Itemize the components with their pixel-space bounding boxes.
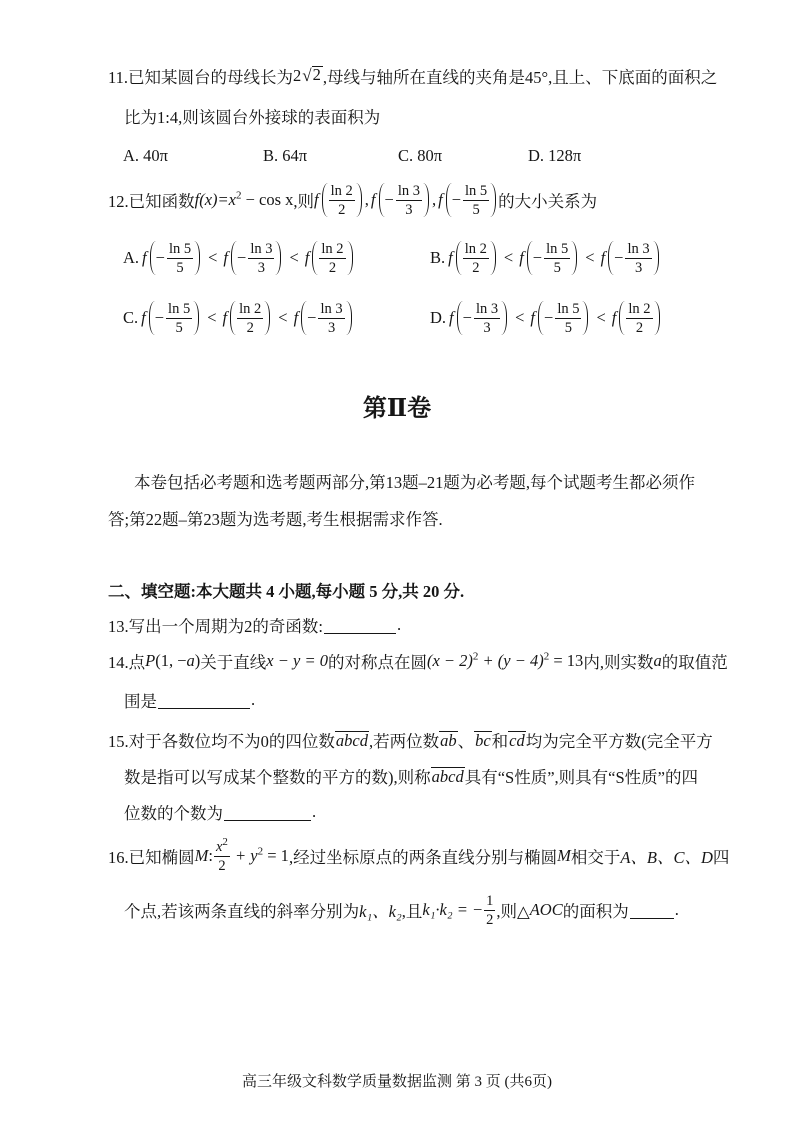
q16-stem-start: 16.已知椭圆 <box>108 848 195 867</box>
function-f: f <box>293 308 299 327</box>
q12-fx-exponent: 2 <box>235 189 242 202</box>
right-paren <box>653 241 659 275</box>
q14-circle-radius: = 13 <box>549 651 584 670</box>
q11-line-1 <box>108 64 717 88</box>
exponent: 2 <box>257 845 264 858</box>
q16-stem-area: 的面积为 <box>562 902 629 921</box>
fraction-denominator: 3 <box>405 201 413 218</box>
q16-stem-intersect: 相交于 <box>570 848 621 867</box>
q15-line-3 <box>124 800 316 824</box>
q11-radicand: 2 <box>312 65 321 84</box>
option-label: D. <box>430 308 447 327</box>
minus-sign: − <box>384 190 394 209</box>
function-f: f <box>438 190 443 209</box>
fraction-denominator: 3 <box>483 319 491 336</box>
less-than-sign: < <box>585 248 595 267</box>
q15-stem-end: 位数的个数为 <box>124 804 223 823</box>
minus-sign: − <box>462 308 472 327</box>
q11-option-d <box>528 144 581 168</box>
q14-stem-end: 围是 <box>124 692 157 711</box>
function-f: f <box>449 308 454 327</box>
right-paren <box>264 301 270 335</box>
part-2-intro-line-1 <box>134 469 695 493</box>
answer-blank <box>324 617 396 634</box>
q16-line-1 <box>108 836 729 876</box>
fraction-denominator: 2 <box>246 319 254 336</box>
fraction-denominator: 5 <box>176 259 184 276</box>
q16-points: A、B、C、D <box>620 848 713 867</box>
q11-stem-rest: ,母线与轴所在直线的夹角是45°,且上、下底面的面积之 <box>322 68 718 87</box>
exponent: 2 <box>472 650 479 663</box>
q14-stem-range: 的取值范 <box>661 653 728 672</box>
fraction <box>329 183 355 218</box>
q12-option-d <box>430 298 662 338</box>
fraction <box>166 301 192 336</box>
q14-period: . <box>251 690 256 709</box>
q13-stem: 13.写出一个周期为2的奇函数: <box>108 617 323 636</box>
q16-colon: : <box>208 846 213 865</box>
minus-sign: − <box>532 248 543 267</box>
q14-circle-term-y: + (y − 4) <box>478 651 544 670</box>
q14-stem-start: 14.点 <box>108 653 146 672</box>
q14-line-1 <box>108 649 728 673</box>
q16-plus-y: + y <box>230 846 258 865</box>
q11-option-c <box>398 144 442 168</box>
q12-fx: f(x)=x <box>194 190 236 209</box>
q11-option-b-text: B. 64π <box>263 146 308 165</box>
left-paren <box>456 241 462 275</box>
q15-number-cd: cd <box>509 731 525 750</box>
option-label: A. <box>123 248 140 267</box>
fraction-numerator: ln 5 <box>168 240 192 257</box>
fraction-numerator: ln 3 <box>397 182 420 199</box>
fraction <box>318 301 344 336</box>
q15-period: . <box>312 802 317 821</box>
q15-stem-start: 15.对于各数位均不为0的四位数 <box>108 732 335 751</box>
function-f: f <box>530 308 536 327</box>
fraction-denominator: 3 <box>327 319 336 336</box>
option-label: C. <box>123 308 139 327</box>
fraction <box>167 241 193 276</box>
q11-line-2 <box>124 104 380 128</box>
right-paren <box>654 301 660 335</box>
q11-stem-start: 11.已知某圆台的母线长为 <box>108 68 294 87</box>
right-paren <box>571 241 577 275</box>
q15-line-1 <box>108 728 713 752</box>
part-2-intro-text-2: 答;第22题–第23题为选考题,考生根据需求作答. <box>108 510 443 529</box>
q12-stem <box>108 180 597 220</box>
fraction-denominator: 2 <box>218 857 226 874</box>
q16-stem-triangle: ,则△ <box>496 902 530 921</box>
fraction-denominator: 2 <box>486 911 494 928</box>
fraction-numerator: ln 5 <box>168 300 191 317</box>
less-than-sign: < <box>208 248 218 267</box>
section-2-title <box>108 578 464 602</box>
answer-blank <box>158 692 250 709</box>
fraction <box>237 301 263 336</box>
fraction <box>626 301 652 336</box>
q14-variable-a: a <box>653 651 662 670</box>
part-2-intro-line-2 <box>108 506 443 530</box>
function-f: f <box>142 248 147 267</box>
fraction-denominator: 2 <box>472 259 480 276</box>
function-f: f <box>223 248 229 267</box>
q11-option-c-text: C. 80π <box>398 146 443 165</box>
right-paren <box>346 301 352 335</box>
fraction <box>544 241 570 276</box>
fraction-numerator: ln 2 <box>330 182 353 199</box>
q14-point-p: P <box>145 651 156 670</box>
option-label: B. <box>430 248 446 267</box>
fraction <box>248 241 274 276</box>
fraction <box>214 835 230 874</box>
q16-period: . <box>674 900 679 919</box>
function-f: f <box>141 308 146 327</box>
q11-stem-end: 比为1:4,则该圆台外接球的表面积为 <box>124 108 381 127</box>
q14-stem-inside: 内,则实数 <box>583 653 654 672</box>
right-paren <box>275 241 281 275</box>
fraction-numerator <box>214 835 230 857</box>
part-2-intro-text-1: 本卷包括必考题和选考题两部分,第13题–21题为必考题,每个试题考生都必须作 <box>134 473 695 492</box>
q15-number-ab: ab <box>440 731 457 750</box>
q15-number-bc: bc <box>475 731 491 750</box>
minus-sign: − <box>614 248 624 267</box>
right-paren <box>490 241 496 275</box>
q16-ellipse-rest <box>231 846 289 866</box>
fraction <box>463 183 489 218</box>
fraction-numerator: ln 3 <box>250 240 273 257</box>
q15-stem-property: 具有“S性质”,则具有“S性质”的四 <box>464 768 698 787</box>
q14-stem-about-line: 关于直线 <box>200 653 267 672</box>
less-than-sign: < <box>515 308 525 327</box>
q16-slopes-k: k₁、k₂ <box>359 902 402 921</box>
fraction <box>463 241 489 276</box>
minus-sign: − <box>154 308 165 327</box>
q15-line-2 <box>124 764 698 788</box>
fraction-denominator: 5 <box>175 319 183 336</box>
function-f: f <box>448 248 453 267</box>
fraction <box>319 241 345 276</box>
q16-var-x: x <box>215 838 223 855</box>
q12-function-definition <box>195 190 294 210</box>
fraction-numerator: 1 <box>486 892 494 909</box>
left-paren <box>322 183 328 217</box>
fraction-numerator: ln 5 <box>465 182 488 199</box>
q15-and: 和 <box>491 732 509 751</box>
part-2-heading-text: 第Ⅱ卷 <box>362 395 432 422</box>
q14-line-2 <box>124 688 255 712</box>
minus-sign: − <box>155 248 165 267</box>
less-than-sign: < <box>207 308 217 327</box>
q13 <box>108 613 401 637</box>
comma: , <box>431 190 437 209</box>
q16-line-2 <box>124 890 679 930</box>
fraction-denominator: 3 <box>257 259 266 276</box>
less-than-sign: < <box>289 248 299 267</box>
right-paren <box>193 301 199 335</box>
less-than-sign: < <box>503 248 514 267</box>
answer-blank <box>630 902 674 919</box>
q14-point-close: ) <box>194 651 201 670</box>
q13-period: . <box>396 615 402 634</box>
fraction-numerator: ln 3 <box>475 300 499 317</box>
q12-fx-rest: − cos x <box>241 190 294 209</box>
part-2-heading <box>0 390 794 420</box>
fraction-denominator: 2 <box>328 259 337 276</box>
fraction-numerator: ln 2 <box>321 240 344 257</box>
fraction-denominator: 5 <box>564 319 573 336</box>
fraction <box>396 183 422 218</box>
function-f: f <box>611 308 617 327</box>
q14-circle-equation <box>427 651 583 671</box>
fraction-numerator: ln 2 <box>464 240 487 257</box>
fraction <box>474 301 500 336</box>
q12-then: ,则 <box>293 192 315 211</box>
comma: , <box>364 190 369 209</box>
q16-equals-one: = 1 <box>263 846 289 865</box>
q16-stem-slopes: 个点,若该两条直线的斜率分别为 <box>124 902 360 921</box>
less-than-sign: < <box>278 308 288 327</box>
right-paren <box>194 241 200 275</box>
page-footer <box>0 1068 794 1092</box>
function-f: f <box>304 248 310 267</box>
exponent: 2 <box>543 650 550 663</box>
q12-option-b <box>430 238 661 278</box>
q16-stem-and: ,且 <box>401 902 423 921</box>
q15-stem-two-digit: ,若两位数 <box>368 732 440 751</box>
q12-option-c <box>123 298 354 338</box>
q11-option-d-text: D. 128π <box>528 146 582 165</box>
minus-sign: − <box>544 308 554 327</box>
function-f: f <box>600 248 606 267</box>
q14-line-equation: x − y = 0 <box>266 651 328 670</box>
exponent: 2 <box>222 835 228 848</box>
function-f: f <box>370 190 376 209</box>
right-paren <box>423 183 429 217</box>
right-paren <box>356 183 362 217</box>
fraction-numerator: ln 3 <box>627 240 650 257</box>
fraction-numerator: ln 2 <box>239 300 262 317</box>
page-footer-text: 高三年级文科数学质量数据监测 第 3 页 (共6页) <box>242 1073 552 1090</box>
less-than-sign: < <box>596 308 606 327</box>
q16-stem-four: 四 <box>712 848 730 867</box>
minus-sign: − <box>307 308 317 327</box>
q12-stem-end: 的大小关系为 <box>498 192 598 211</box>
fraction-numerator: ln 3 <box>320 300 343 317</box>
q12-stem-start: 12.已知函数 <box>108 192 195 211</box>
q14-variable-a: a <box>186 651 195 670</box>
right-paren <box>490 183 496 217</box>
section-2-title-text: 二、填空题:本大题共 4 小题,每小题 5 分,共 20 分. <box>108 582 465 601</box>
q16-triangle-aoc: AOC <box>529 900 563 919</box>
q14-stem-circle: 的对称点在圆 <box>327 653 427 672</box>
q11-option-a <box>123 144 168 168</box>
fraction <box>625 241 651 276</box>
q14-circle-term-x: (x − 2) <box>426 651 473 670</box>
q15-number-abcd: abcd <box>335 731 368 750</box>
q12-option-a <box>123 238 355 278</box>
q11-sqrt-coefficient: 2 <box>293 66 302 85</box>
q16-slope-product: k₁·k₂ = − <box>422 900 484 919</box>
function-f: f <box>222 308 228 327</box>
fraction-numerator: ln 5 <box>546 240 569 257</box>
minus-sign: − <box>237 248 247 267</box>
q16-ellipse-m: M <box>194 846 209 865</box>
answer-blank <box>224 804 311 821</box>
fraction <box>555 301 581 336</box>
function-f: f <box>314 190 319 209</box>
right-paren <box>501 301 507 335</box>
q14-point-args: (1, − <box>155 651 187 670</box>
function-f: f <box>519 248 524 267</box>
q15-stem-definition: 数是指可以写成某个整数的平方的数),则称 <box>124 768 431 787</box>
right-paren <box>582 301 588 335</box>
q16-stem-lines: ,经过坐标原点的两条直线分别与椭圆 <box>288 848 558 867</box>
fraction <box>484 893 495 928</box>
fraction-denominator: 5 <box>472 201 480 218</box>
fraction-denominator: 2 <box>635 319 644 336</box>
fraction-numerator: ln 5 <box>557 300 580 317</box>
fraction-denominator: 3 <box>634 259 643 276</box>
q16-ellipse-m: M <box>557 846 571 865</box>
q11-option-b <box>263 144 307 168</box>
q15-stem-square: 均为完全平方数(完全平方 <box>525 732 713 751</box>
q15-separator: 、 <box>457 732 475 751</box>
right-paren <box>347 241 353 275</box>
minus-sign: − <box>451 190 462 209</box>
q15-number-abcd: abcd <box>431 767 464 786</box>
left-paren <box>230 301 236 335</box>
fraction-denominator: 2 <box>338 201 346 218</box>
left-paren <box>619 301 625 335</box>
fraction-numerator: ln 2 <box>628 300 651 317</box>
fraction-denominator: 5 <box>553 259 561 276</box>
left-paren <box>312 241 318 275</box>
q11-option-a-text: A. 40π <box>123 146 168 165</box>
q11-radical-sign: √ <box>302 66 312 85</box>
